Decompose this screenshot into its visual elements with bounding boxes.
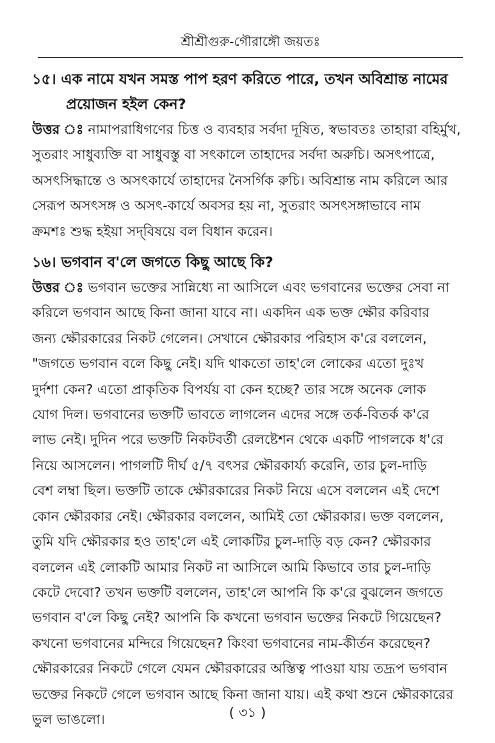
answer-15 [32, 118, 469, 245]
answer-16 [32, 276, 469, 733]
answer-16-line: কখনো ভগবানের মন্দিরে গিয়েছেন? কিংবা ভগবানের নাম-কীর্তন করেছেন? [32, 635, 431, 652]
answer-16-line: জন্য ক্ষৌরকারের নিকট গেলেন। সেখানে ক্ষৌরকার পরিহাস ক'রে বললেন, [32, 330, 427, 347]
question-15-line-2: প্রয়োজন হইল কেন? [66, 97, 187, 113]
answer-15-line: সেরূপ অসৎসঙ্গ ও অসৎ-কার্যে অবসর হয় না, সুতরাং অসৎসঙ্গাভাবে নাম [32, 198, 421, 215]
answer-16-line: ভুল ভাঙলো। [32, 711, 106, 728]
answer-16-line: তুমি যদি ক্ষৌরকার হও তাহ'লে এই লোকটির চুল-দাড়ি বড় কেন? ক্ষৌরকার [32, 534, 432, 551]
answer-15-line: নামাপরাধিগণের চিত্ত ও ব্যবহার সর্বদা দূষিত, স্বভাবতঃ তাহারা বহির্মুখ, [83, 122, 461, 138]
answer-15-line: ক্রমশঃ শুদ্ধ হইয়া সদ্‌বিষয়ে বল বিধান করেন। [32, 223, 273, 240]
answer-16-line: বেশ লম্বা ছিল। ভক্তটি তাকে ক্ষৌরকারের নিকট নিয়ে এসে বললেন এই দেশে [32, 483, 440, 500]
answer-16-line: নিয়ে আসলেন। পাগলটি দীর্ঘ ৫/৭ বৎসর ক্ষৌরকার্য্য করেনি, তার চুল-দাড়ি [32, 457, 427, 474]
answer-16-line: দুর্দশা কেন? এতো প্রাকৃতিক বিপর্যয় বা কেন হচ্ছে? তার সঙ্গে অনেক লোক [32, 381, 427, 398]
question-16 [32, 251, 469, 276]
page-number: ( ৩১ ) [229, 705, 266, 721]
answer-16-line: কেটে দেবো? তখন ভক্তটি বললেন, তাহ'লে আপনি কি ক'রে বুঝলেন জগতে [32, 584, 444, 601]
question-15 [32, 68, 469, 118]
answer-label: উত্তর ঃ [32, 122, 84, 138]
running-head: শ্রীশ্রীগুরু-গৌরাঙ্গৌ জয়তঃ [38, 0, 463, 58]
answer-16-line: "জগতে ভগবান বলে কিছু নেই। যদি থাকতো তাহ'লে লোকের এতো দুঃখ [32, 356, 424, 373]
answer-16-line: বললেন এই লোকটি আমার নিকট না আসিলে আমি কিভাবে তার চুল-দাড়ি [32, 559, 431, 576]
answer-16-line: লাভ নেই। দুদিন পরে ভক্তটি নিকটবর্তী রেলষ্টেশন থেকে একটি পাগলকে ধ'রে [32, 432, 444, 449]
answer-label: উত্তর ঃ [32, 280, 84, 297]
question-16-line-1: ১৬। ভগবান ব'লে জগতে কিছু আছে কি? [32, 255, 274, 272]
answer-15-line: অসৎসিদ্ধান্তে ও অসৎকার্যে তাহাদের নৈসর্গিক রুচি। অবিশ্রান্ত নাম করিলে আর [32, 172, 448, 189]
answer-16-line: কোন ক্ষৌরকার নেই। ক্ষৌরকার বললেন, আমিই তো ক্ষৌরকার। ভক্ত বললেন, [32, 508, 444, 525]
answer-16-line: যোগ দিল। ভগবানের ভক্তটি ভাবতে লাগলেন এদের সঙ্গে তর্ক-বিতর্ক ক'রে [32, 407, 430, 424]
answer-16-line: ভগবান ব'লে কিছু নেই? আপনি কি কখনো ভগবান ভক্তের নিকটে গিয়েছেন? [32, 610, 442, 627]
question-15-line-1: ১৫। এক নামে যখন সমস্ত পাপ হরণ করিতে পারে, তখন অবিশ্রান্ত নামের [32, 72, 448, 88]
answer-16-line: ভগবান ভক্তের সান্নিধ্যে না আসিলে এবং ভগবানের ভক্তের সেবা না [83, 280, 450, 297]
answer-16-line: করিলে ভগবান আছে কিনা জানা যাবে না। একদিন এক ভক্ত ক্ষৌর করিবার [32, 305, 430, 322]
answer-16-line: ভক্তের নিকটে গেলে ভগবান আছে কিনা জানা যায়। এই কথা শুনে ক্ষৌরকারের [32, 686, 454, 703]
answer-15-line: সুতরাং সাধুব্যক্তি বা সাধুবস্তু বা সৎকালে তাহাদের সর্বদা অরুচি। অসৎপাত্রে, [32, 147, 435, 164]
answer-16-line: ক্ষৌরকারের নিকটে গেলে যেমন ক্ষৌরকারের অস্তিত্ব পাওয়া যায় তদ্রূপ ভগবান [32, 661, 448, 678]
